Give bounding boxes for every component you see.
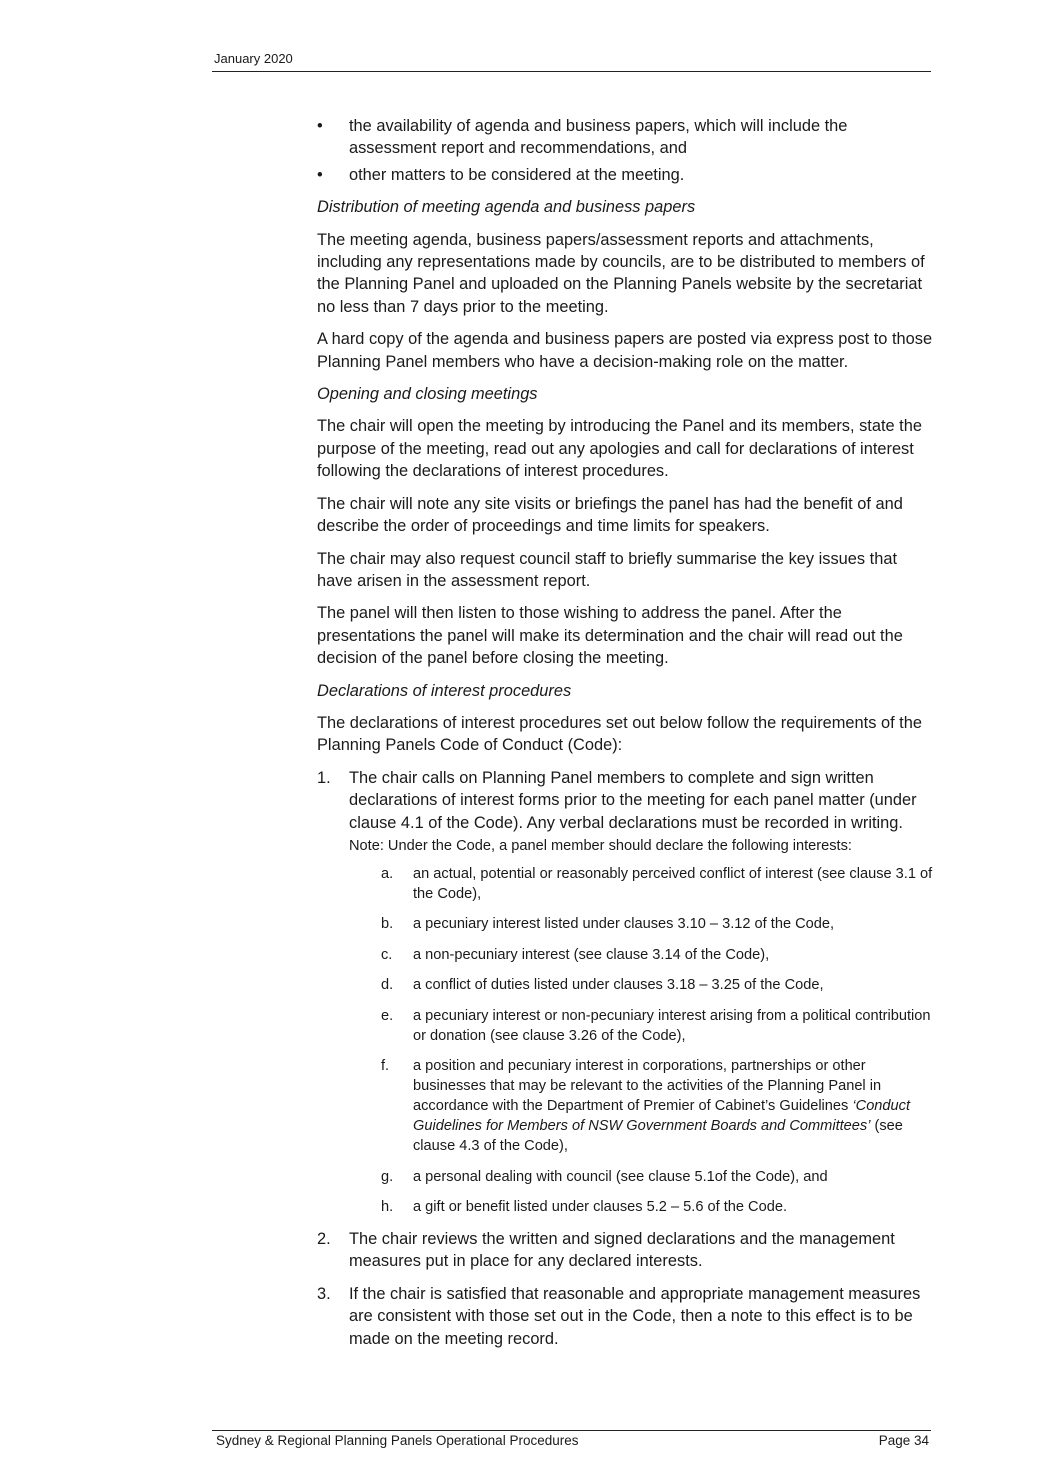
header-date: January 2020	[214, 51, 293, 66]
list-item	[349, 864, 937, 904]
list-number: 1.	[317, 768, 331, 787]
list-letter: c.	[381, 946, 393, 963]
paragraph: A hard copy of the agenda and business papers are posted via express post to those Planning Panel members who have a decision-making role on the matter.	[317, 330, 933, 371]
section-heading-declarations: Declarations of interest procedures	[317, 681, 572, 700]
bullet-text: other matters to be considered at the meeting.	[349, 165, 685, 184]
list-letter: a.	[381, 865, 394, 882]
list-letter: b.	[381, 916, 394, 933]
list-item	[349, 945, 937, 965]
list-letter: g.	[381, 1168, 394, 1185]
list-item	[349, 1056, 937, 1156]
list-letter: h.	[381, 1199, 394, 1216]
numbered-list	[317, 767, 937, 1350]
list-item	[317, 767, 937, 1218]
step-text: If the chair is satisfied that reasonable and appropriate management measures are consistent with those set out in the Code, then a note to this effect is to be made on the meeting record.	[349, 1284, 921, 1348]
page-number: Page 34	[878, 1433, 929, 1448]
paragraph: The declarations of interest procedures set out below follow the requirements of the Planning Panels Code of Conduct (Code):	[317, 713, 922, 755]
list-item	[317, 115, 937, 160]
list-item	[349, 914, 937, 934]
guideline-title: ‘Conduct Guidelines for Members of NSW Government Boards and Committees’	[413, 1098, 911, 1135]
interest-text: a pecuniary interest listed under clauses 3.10 – 3.12 of the Code,	[413, 916, 835, 933]
list-item	[317, 1283, 937, 1350]
step-text: The chair reviews the written and signed declarations and the management measures put in place for any declared interests.	[349, 1229, 895, 1271]
interest-text: a personal dealing with council (see clause 5.1of the Code), and	[413, 1168, 828, 1185]
paragraph: The chair will note any site visits or briefings the panel has had the benefit of and describe the order of proceedings and time limits for speakers.	[317, 494, 903, 536]
list-letter: e.	[381, 1007, 394, 1024]
interest-text: a gift or benefit listed under clauses 5.2 – 5.6 of the Code.	[413, 1199, 788, 1216]
paragraph: The chair will open the meeting by introducing the Panel and its members, state the purpose of the meeting, read out any apologies and call for declarations of interest following the declarations of interest procedures.	[317, 417, 922, 481]
footer-rule	[212, 1430, 931, 1431]
interest-text: a position and pecuniary interest in corporations, partnerships or other businesses that may be relevant to the activities of the Planning Panel in accordance with the Department of Premier of Cabinet’s Guidelines	[413, 1058, 882, 1115]
list-number: 3.	[317, 1284, 331, 1303]
list-number: 2.	[317, 1229, 331, 1248]
paragraph: The panel will then listen to those wishing to address the panel. After the presentations the panel will make its determination and the chair will read out the decision of the panel before closing the meeting.	[317, 604, 903, 668]
list-letter: f.	[381, 1058, 390, 1075]
bullet-text: the availability of agenda and business papers, which will include the assessment report and recommendations, and	[349, 117, 848, 158]
page-content	[317, 115, 937, 1360]
paragraph: The meeting agenda, business papers/assessment reports and attachments, including any representations made by councils, are to be distributed to members of the Planning Panel and uploaded on the Planning Panels website by the secretariat no less than 7 days prior to the meeting.	[317, 230, 925, 316]
header-rule	[212, 71, 931, 72]
list-item	[317, 1228, 937, 1273]
interest-text-tail: (see clause 4.3 of the Code),	[413, 1118, 903, 1155]
bullet-list	[317, 115, 937, 186]
step-text: The chair calls on Planning Panel members to complete and sign written declarations of interest forms prior to the meeting for each panel matter (under clause 4.1 of the Code). Any verbal declarations must be recorded in writing.	[349, 768, 917, 832]
interest-text: a non-pecuniary interest (see clause 3.14 of the Code),	[413, 946, 770, 963]
paragraph: The chair may also request council staff to briefly summarise the key issues that have arisen in the assessment report.	[317, 549, 897, 590]
list-item	[349, 1006, 937, 1046]
list-item	[349, 1167, 937, 1187]
section-heading-distribution: Distribution of meeting agenda and business papers	[317, 198, 696, 217]
interest-text: a pecuniary interest or non-pecuniary interest arising from a political contribution or donation (see clause 3.26 of the Code),	[413, 1007, 931, 1044]
list-item	[349, 975, 937, 995]
list-letter: d.	[381, 977, 394, 994]
footer-title: Sydney & Regional Planning Panels Operational Procedures	[216, 1433, 579, 1448]
interest-text: an actual, potential or reasonably perceived conflict of interest (see clause 3.1 of the Code),	[413, 865, 933, 902]
section-heading-opening: Opening and closing meetings	[317, 385, 538, 404]
interest-text: a conflict of duties listed under clauses 3.18 – 3.25 of the Code,	[413, 977, 824, 994]
interest-list	[349, 864, 937, 1218]
list-item	[317, 164, 937, 186]
bullet-icon: •	[317, 165, 323, 184]
list-item	[349, 1197, 937, 1217]
note-text: Note: Under the Code, a panel member should declare the following interests:	[349, 837, 852, 854]
bullet-icon: •	[317, 117, 323, 135]
